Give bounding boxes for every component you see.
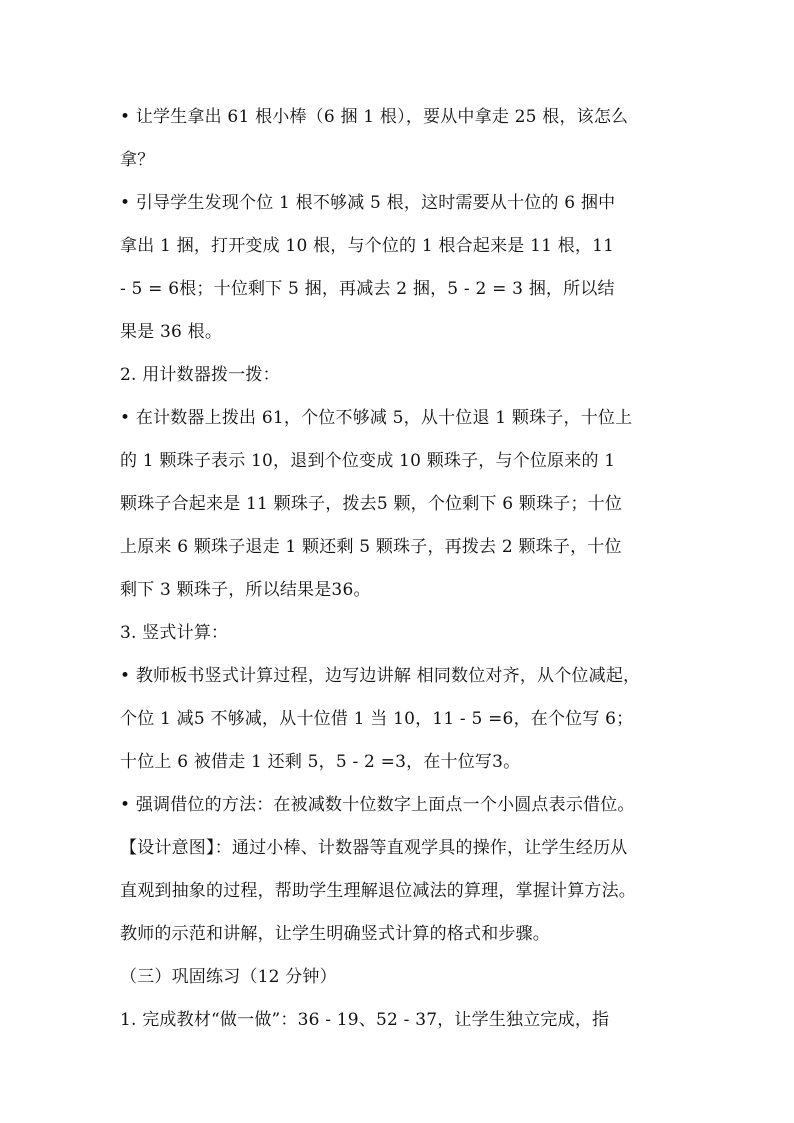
text-line-7: 2. 用计数器拨一拨： bbox=[120, 365, 280, 385]
text-line-8: • 在计数器上拨出 61，个位不够减 5，从十位退 1 颗珠子，十位上 bbox=[120, 408, 633, 428]
text-line-18: 【设计意图】：通过小棒、计数器等直观学具的操作，让学生经历从 bbox=[120, 838, 628, 858]
text-line-22: 1. 完成教材“做一做”：36 - 19、52 - 37，让学生独立完成，指 bbox=[120, 1010, 610, 1030]
text-line-4: 拿出 1 捆，打开变成 10 根，与个位的 1 根合起来是 11 根，11 bbox=[120, 236, 615, 256]
text-line-16: 十位上 6 被借走 1 还剩 5，5 - 2 =3，在十位写3。 bbox=[120, 752, 521, 772]
text-line-11: 上原来 6 颗珠子退走 1 颗还剩 5 颗珠子，再拨去 2 颗珠子，十位 bbox=[120, 537, 622, 557]
text-line-10: 颗珠子合起来是 11 颗珠子，拨去5 颗，个位剩下 6 颗珠子；十位 bbox=[120, 494, 623, 514]
text-line-19: 直观到抽象的过程，帮助学生理解退位减法的算理，掌握计算方法。 bbox=[120, 881, 636, 901]
text-line-9: 的 1 颗珠子表示 10，退到个位变成 10 颗珠子，与个位原来的 1 bbox=[120, 451, 616, 471]
text-line-3: • 引导学生发现个位 1 根不够减 5 根，这时需要从十位的 6 捆中 bbox=[120, 193, 616, 213]
text-line-2: 拿？ bbox=[120, 150, 155, 170]
text-line-12: 剩下 3 颗珠子，所以结果是36。 bbox=[120, 580, 371, 600]
text-line-17: • 强调借位的方法：在被减数十位数字上面点一个小圆点表示借位。 bbox=[120, 795, 635, 815]
text-line-1: • 让学生拿出 61 根小棒（6 捆 1 根），要从中拿走 25 根，该怎么 bbox=[120, 107, 629, 127]
text-line-21: （三）巩固练习（12 分钟） bbox=[120, 967, 337, 987]
text-line-14: • 教师板书竖式计算过程，边写边讲解 相同数位对齐，从个位减起， bbox=[120, 666, 641, 686]
text-line-5: - 5 = 6根；十位剩下 5 捆，再减去 2 捆，5 - 2 = 3 捆，所以结 bbox=[120, 279, 615, 299]
text-line-6: 果是 36 根。 bbox=[120, 322, 223, 342]
text-line-13: 3. 竖式计算： bbox=[120, 623, 229, 643]
text-line-15: 个位 1 减5 不够减，从十位借 1 当 10，11 - 5 =6，在个位写 6； bbox=[120, 709, 634, 729]
text-line-20: 教师的示范和讲解，让学生明确竖式计算的格式和步骤。 bbox=[120, 924, 550, 944]
